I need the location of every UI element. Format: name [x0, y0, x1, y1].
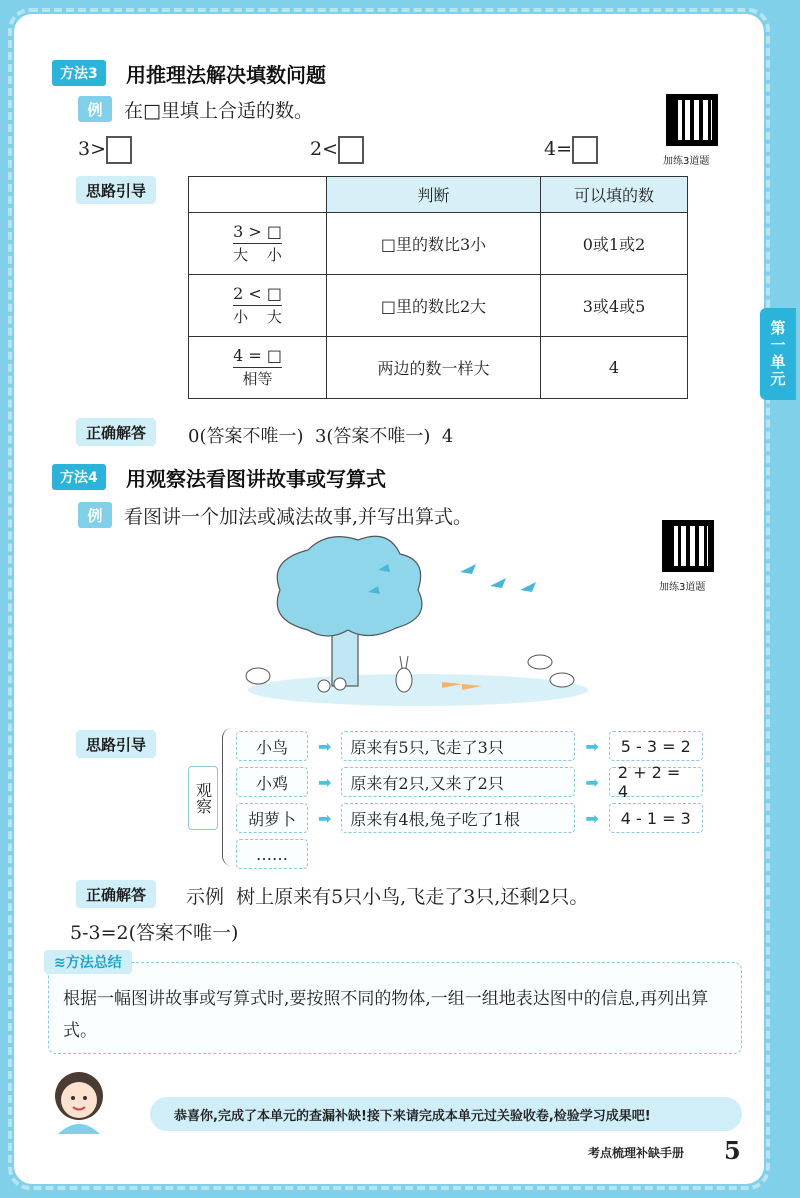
answer-box[interactable]: [338, 136, 364, 164]
values-cell: 4: [541, 337, 688, 399]
problem-2: 2<: [310, 136, 364, 164]
list-item: [236, 803, 703, 833]
unit-side-tab[interactable]: 第一单元: [760, 308, 796, 400]
method3-answer-text: 0(答案不唯一) 3(答案不唯一) 4: [188, 426, 454, 447]
answer-box[interactable]: [106, 136, 132, 164]
summary-box: [48, 962, 742, 1054]
object-box: 小鸟: [236, 731, 308, 761]
problem-1: 3>: [78, 136, 132, 164]
table-header: [189, 177, 327, 213]
object-box: 小鸡: [236, 767, 308, 797]
story-box: 原来有2只,又来了2只: [341, 767, 575, 797]
flying-bird-icon: [460, 564, 476, 574]
arrow-right-icon: ➡: [585, 772, 599, 792]
method4-answer-line1: 示例 树上原来有5只小鸟,飞走了3只,还剩2只。: [186, 886, 589, 908]
flying-bird-icon: [520, 582, 536, 592]
table-row: [189, 275, 688, 337]
qr-code-icon[interactable]: [662, 520, 714, 572]
footer-book-title: 考点梳理补缺手册: [588, 1146, 685, 1160]
qr-label: 加练3道题: [663, 156, 710, 167]
method3-hint-label: 思路引导: [76, 176, 156, 204]
expression: 3 > □ 大 小: [233, 221, 282, 265]
story-illustration: [228, 530, 608, 710]
method3-title: 用推理法解决填数问题: [126, 63, 326, 87]
judge-cell: □里的数比3小: [327, 213, 541, 275]
object-box: ……: [236, 839, 308, 869]
arrow-right-icon: ➡: [318, 772, 332, 792]
table-header-row: [189, 177, 688, 213]
qr-code-icon[interactable]: [666, 94, 718, 146]
animal-icon: [246, 668, 270, 684]
tree-crown: [277, 536, 422, 636]
problem-3: 4=: [544, 136, 598, 164]
arrow-right-icon: ➡: [585, 808, 599, 828]
story-box: 原来有5只,飞走了3只: [341, 731, 575, 761]
equation-box: 2 + 2 = 4: [609, 767, 703, 797]
answer-box[interactable]: [572, 136, 598, 164]
story-box: 原来有4根,兔子吃了1根: [341, 803, 575, 833]
object-box: 胡萝卜: [236, 803, 308, 833]
method4-example-text: 看图讲一个加法或减法故事,并写出算式。: [124, 506, 473, 528]
method3-tag: 方法3: [52, 60, 106, 86]
values-cell: 3或4或5: [541, 275, 688, 337]
table-header: 判断: [327, 177, 541, 213]
girl-avatar-icon: [44, 1064, 114, 1134]
page-number: 5: [724, 1136, 741, 1165]
summary-tag: ≋方法总结: [44, 950, 132, 974]
qr-label: 加练3道题: [659, 582, 706, 593]
reasoning-table: [188, 176, 688, 399]
table-row: [189, 213, 688, 275]
ground: [248, 674, 588, 706]
brace: [222, 728, 232, 866]
flying-bird-icon: [490, 578, 506, 588]
equation-box: 4 - 1 = 3: [609, 803, 703, 833]
expression: 2 < □ 小 大: [233, 283, 282, 327]
congrats-banner: 恭喜你,完成了本单元的查漏补缺!接下来请完成本单元过关验收卷,检验学习成果吧!: [150, 1097, 742, 1131]
judge-cell: □里的数比2大: [327, 275, 541, 337]
method3-example-text: 在□里填上合适的数。: [124, 100, 313, 122]
arrow-right-icon: ➡: [585, 736, 599, 756]
list-item: [236, 763, 703, 801]
table-header: 可以填的数: [541, 177, 688, 213]
observe-label: 观察: [188, 766, 218, 830]
list-item: [236, 839, 308, 869]
method4-title: 用观察法看图讲故事或写算式: [126, 467, 386, 491]
method4-tag: 方法4: [52, 464, 106, 490]
values-cell: 0或1或2: [541, 213, 688, 275]
judge-cell: 两边的数一样大: [327, 337, 541, 399]
equation-box: 5 - 3 = 2: [609, 731, 703, 761]
method4-answer-line2: 5-3=2(答案不唯一): [70, 922, 239, 944]
method4-hint-label: 思路引导: [76, 730, 156, 758]
arrow-right-icon: ➡: [318, 736, 332, 756]
method3-answer-label: 正确解答: [76, 418, 156, 446]
rabbit-icon: [396, 656, 412, 692]
method3-example-tag: 例: [78, 96, 112, 122]
list-item: [236, 731, 703, 761]
method4-answer-label: 正确解答: [76, 880, 156, 908]
table-row: [189, 337, 688, 399]
expression: 4 = □ 相等: [233, 345, 282, 389]
method4-example-tag: 例: [78, 502, 112, 528]
arrow-right-icon: ➡: [318, 808, 332, 828]
summary-text: 根据一幅图讲故事或写算式时,要按照不同的物体,一组一组地表达图中的信息,再列出算式。: [63, 989, 709, 1041]
